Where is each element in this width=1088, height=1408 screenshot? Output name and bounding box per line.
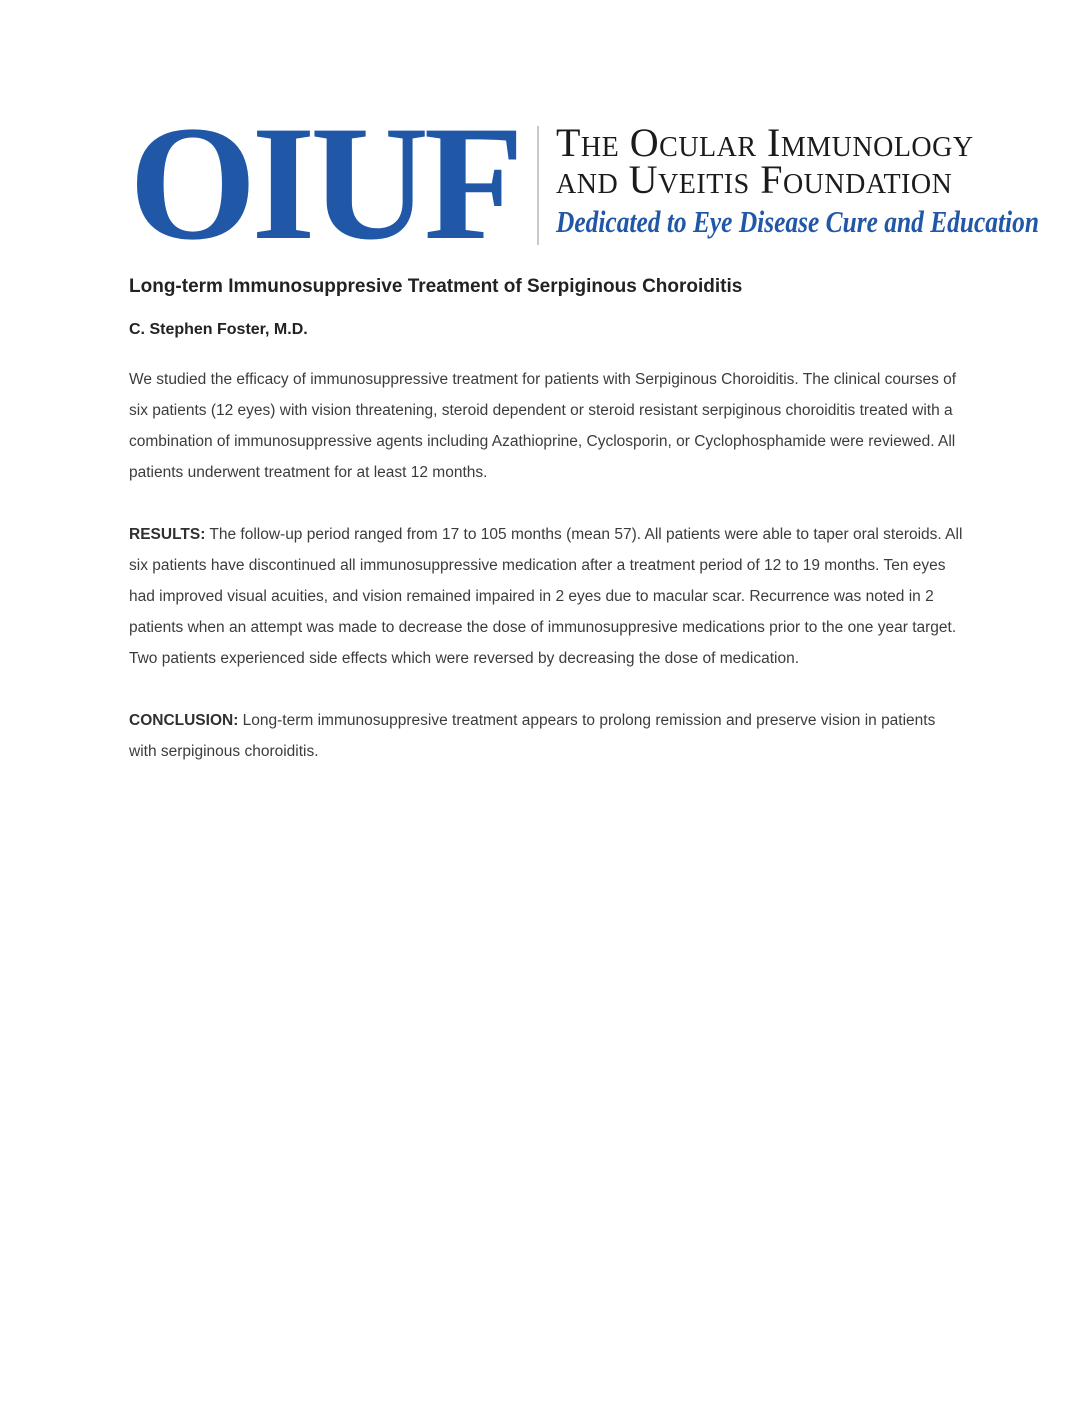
article-author: C. Stephen Foster, M.D. (129, 321, 308, 338)
abstract-paragraph: We studied the efficacy of immunosuppressive treatment for patients with Serpiginous Choroiditis. The clinical courses of six patients (12 eyes) with vision threatening, steroid dependent or steroid resistant serpiginous choroiditis treated with a combination of immunosuppressive agents including Azathioprine, Cyclosporin, or Cyclophosphamide were reviewed. All patients underwent treatment for at least 12 months. (129, 371, 957, 481)
conclusion-text: Long-term immunosuppresive treatment appears to prolong remission and preserve vision in patients with serpiginous choroiditis. (129, 712, 936, 760)
letterhead (129, 93, 1039, 274)
letterhead-divider (537, 126, 539, 245)
org-name-line1: The Ocular Immunology (556, 120, 974, 165)
oiuf-monogram-logo: OIUF (129, 93, 519, 274)
org-name-line2: and Uveitis Foundation (556, 157, 953, 202)
document-content (129, 0, 1039, 767)
article-title: Long-term Immunosuppresive Treatment of Serpiginous Choroiditis (129, 276, 743, 297)
org-tagline: Dedicated to Eye Disease Cure and Education (556, 204, 1039, 239)
org-block (556, 120, 1088, 239)
results-text: The follow-up period ranged from 17 to 105 months (mean 57). All patients were able to taper oral steroids. All six patients have discontinued all immunosuppressive medication after a treatment period of 12 to 19 months. Ten eyes had improved visual acuities, and vision remained impaired in 2 eyes due to macular scar. Recurrence was noted in 2 patients when an attempt was made to decrease the dose of immunosuppresive medications prior to the one year target. Two patients experienced side effects which were reversed by decreasing the dose of medication. (129, 526, 963, 667)
org-name (556, 120, 1088, 202)
results-paragraph (129, 519, 963, 674)
article-body (129, 276, 963, 767)
conclusion-label: CONCLUSION: (129, 712, 239, 729)
results-label: RESULTS: (129, 526, 206, 543)
conclusion-paragraph (129, 705, 963, 767)
